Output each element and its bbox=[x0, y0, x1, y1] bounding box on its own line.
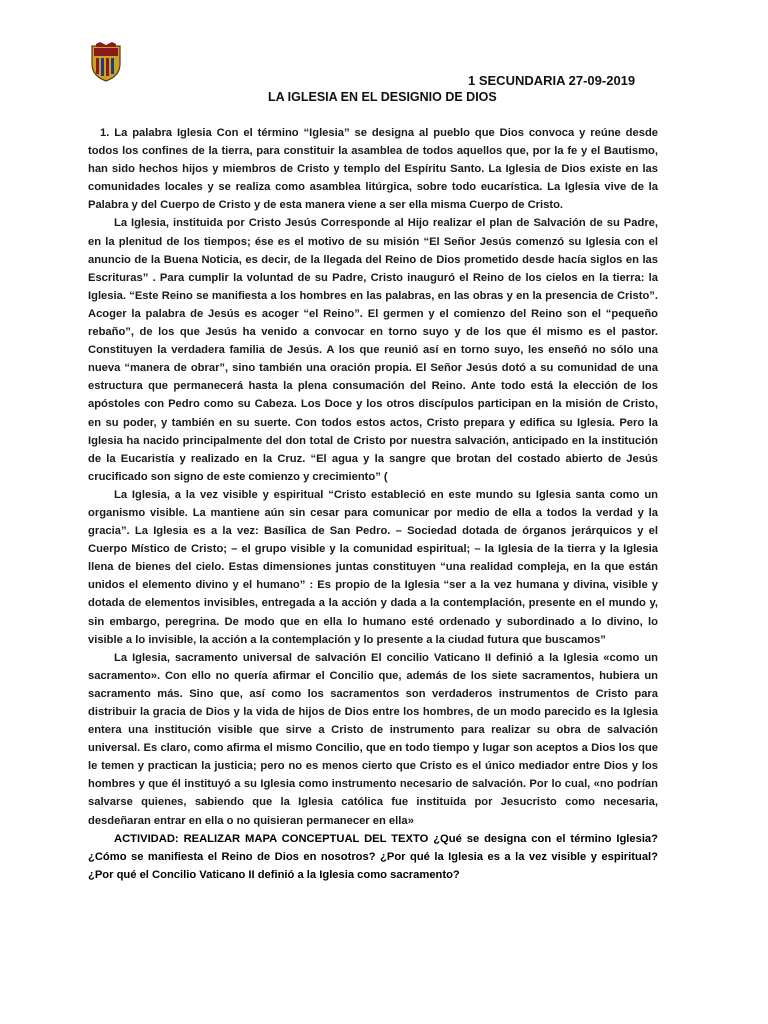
document-body bbox=[88, 124, 658, 884]
paragraph-iglesia-sacramento: La Iglesia, sacramento universal de salvación El concilio Vaticano II definió a la Iglesia «como un sacramento». Con ello no quería afirmar el Concilio que, además de los siete sacramentos, hubiera un sacramento más. Sino que, así como los sacramentos son verdaderos instrumentos de Cristo para distribuir la gracia de Dios y la vida de hijos de Dios entre los hombres, de un modo parecido es la Iglesia entera una institución visible que sirve a Cristo de instrumento para realizar su obra de salvación universal. Es claro, como afirma el mismo Concilio, que en todo tiempo y lugar son aceptos a Dios los que le temen y practican la justicia; pero no es menos cierto que Cristo es el único mediador entre Dios y los hombres y que él instituyó a su Iglesia como instrumento necesario de salvación. Por lo cual, «no podrían salvarse quienes, sabiendo que la Iglesia católica fue instituida por Jesucristo como necesaria, desdeñaran entrar en ella o no quisieran permanecer en ella» bbox=[88, 651, 658, 827]
paragraph-iglesia-visible-espiritual: La Iglesia, a la vez visible y espiritual “Cristo estableció en este mundo su Iglesia santa como un organismo visible. La mantiene aún sin cesar para comunicar por medio de ella a todos la verdad y la gracia”. La Iglesia es a la vez: Basílica de San Pedro. – Sociedad dotada de órganos jerárquicos y el Cuerpo Místico de Cristo; – el grupo visible y la comunidad espiritual; – la Iglesia de la tierra y la Iglesia llena de bienes del cielo. Estas dimensiones juntas constituyen “una realidad compleja, en la que están unidos el elemento divino y el humano” : Es propio de la Iglesia “ser a la vez humana y divina, visible y dotada de elementos invisibles, entregada a la acción y dada a la contemplación, presente en el mundo y, sin embargo, peregrina. De modo que en ella lo humano esté ordenado y subordinado a lo divino, lo visible a lo invisible, la acción a la contemplación y lo presente a la ciudad futura que buscamos” bbox=[88, 488, 658, 646]
course-date: 1 SECUNDARIA 27-09-2019 bbox=[468, 73, 636, 88]
activity-questions: ACTIVIDAD: REALIZAR MAPA CONCEPTUAL DEL TEXTO ¿Qué se designa con el término Iglesia? ¿Cómo se manifiesta el Reino de Dios en nosotros? ¿Por qué la Iglesia es a la vez visible y espiritual? ¿Por qué el Concilio Vaticano II definió a la Iglesia como sacramento? bbox=[88, 832, 658, 881]
school-crest-icon bbox=[90, 42, 122, 82]
paragraph-iglesia-instituida: La Iglesia, instituida por Cristo Jesús Corresponde al Hijo realizar el plan de Salvación de su Padre, en la plenitud de los tiempos; ése es el motivo de su misión “El Señor Jesús comenzó su Iglesia con el anuncio de la Buena Noticia, es decir, de la llegada del Reino de Dios prometido desde hacía siglos en las Escrituras” . Para cumplir la voluntad de su Padre, Cristo inauguró el Reino de los cielos en la tierra: la Iglesia. “Este Reino se manifiesta a los hombres en las palabras, en las obras y en la presencia de Cristo”. Acoger la palabra de Jesús es acoger “el Reino”. El germen y el comienzo del Reino son el “pequeño rebaño”, de los que Jesús ha venido a convocar en torno suyo y de los que él mismo es el pastor. Constituyen la verdadera familia de Jesús. A los que reunió así en torno suyo, les enseñó no sólo una nueva “manera de obrar”, sino también una oración propia. El Señor Jesús dotó a su comunidad de una estructura que permanecerá hasta la plena consumación del Reino. Ante todo está la elección de los apóstoles con Pedro como su Cabeza. Los Doce y los otros discípulos participan en la misión de Cristo, en su poder, y también en su suerte. Con todos estos actos, Cristo prepara y edifica su Iglesia. Pero la Iglesia ha nacido principalmente del don total de Cristo por nuestra salvación, anticipado en la institución de la Eucaristía y realizado en la Cruz. “El agua y la sangre que brotan del costado abierto de Jesús crucificado son signo de este comienzo y crecimiento” ( bbox=[88, 217, 658, 483]
paragraph-iglesia-word: 1. La palabra Iglesia Con el término “Iglesia” se designa al pueblo que Dios convoca y reúne desde todos los confines de la tierra, para constituir la asamblea de todos aquellos que, por la fe y el Bautismo, han sido hechos hijos y miembros de Cristo y templo del Espíritu Santo. La Iglesia de Dios existe en las comunidades locales y se realiza como asamblea litúrgica, sobre todo eucarística. La Iglesia vive de la Palabra y del Cuerpo de Cristo y de esta manera viene a ser ella misma Cuerpo de Cristo. bbox=[88, 127, 658, 212]
page-title: LA IGLESIA EN EL DESIGNIO DE DIOS bbox=[268, 90, 497, 104]
